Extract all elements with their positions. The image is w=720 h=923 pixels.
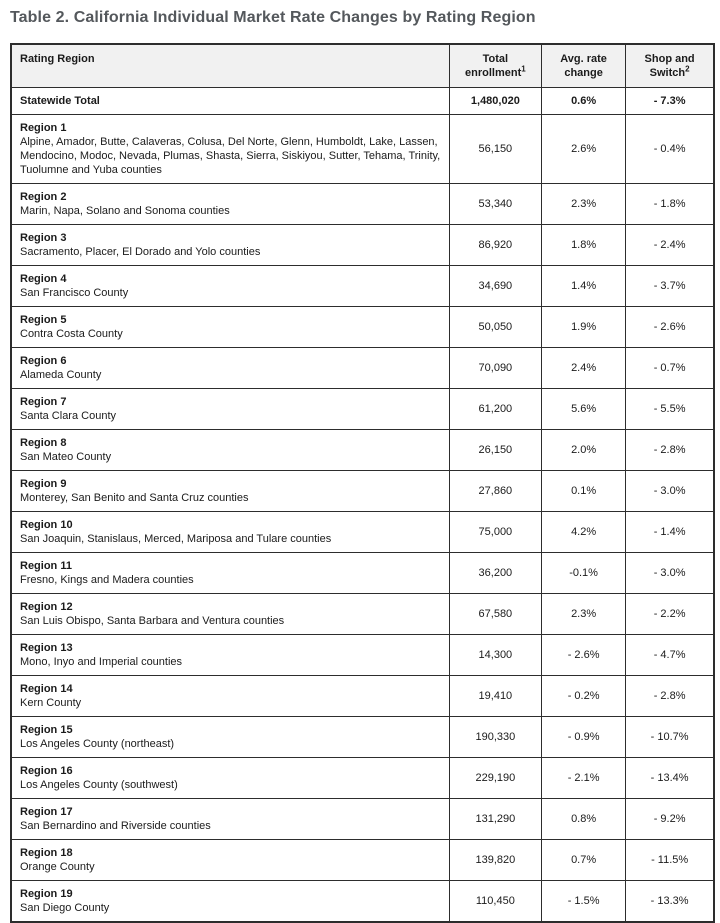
enrollment-cell: 34,690 <box>449 266 541 307</box>
shop-and-switch-cell: - 2.8% <box>626 676 714 717</box>
region-counties: San Francisco County <box>20 287 129 299</box>
header-rating-region-label: Rating Region <box>20 53 95 65</box>
region-counties: San Joaquin, Stanislaus, Merced, Mariposa and Tulare counties <box>20 533 332 545</box>
shop-and-switch-cell: - 1.8% <box>626 184 714 225</box>
header-shop-and-switch-label: Shop and Switch <box>644 53 695 79</box>
shop-and-switch-cell: - 13.3% <box>626 881 714 923</box>
region-counties: Alpine, Amador, Butte, Calaveras, Colusa, Del Norte, Glenn, Humboldt, Lake, Lassen, Mendocino, Modoc, Nevada, Plumas, Shasta, Sierra, Siskiyou, Sutter, Tehama, Trinity, Tuolumne and Yuba counties <box>20 136 441 176</box>
header-shop-and-switch <box>626 44 714 88</box>
table-row <box>11 266 714 307</box>
enrollment-cell: 1,480,020 <box>449 88 541 115</box>
rate-change-cell: 2.3% <box>541 594 625 635</box>
region-counties: Santa Clara County <box>20 410 116 422</box>
table-row <box>11 840 714 881</box>
region-name: Region 12 <box>20 601 73 613</box>
enrollment-cell: 67,580 <box>449 594 541 635</box>
region-name: Statewide Total <box>20 95 100 107</box>
region-name: Region 1 <box>20 122 67 134</box>
region-name: Region 2 <box>20 191 67 203</box>
enrollment-cell: 75,000 <box>449 512 541 553</box>
shop-and-switch-cell: - 2.8% <box>626 430 714 471</box>
rate-change-cell: 0.1% <box>541 471 625 512</box>
region-counties: Alameda County <box>20 369 102 381</box>
table-row <box>11 717 714 758</box>
enrollment-cell: 26,150 <box>449 430 541 471</box>
enrollment-cell: 14,300 <box>449 635 541 676</box>
enrollment-cell: 190,330 <box>449 717 541 758</box>
shop-and-switch-cell: - 1.4% <box>626 512 714 553</box>
shop-and-switch-cell: - 0.4% <box>626 115 714 184</box>
region-counties: San Bernardino and Riverside counties <box>20 820 211 832</box>
table-row <box>11 115 714 184</box>
region-name: Region 14 <box>20 683 73 695</box>
region-cell <box>11 676 449 717</box>
table-row <box>11 594 714 635</box>
table-row <box>11 184 714 225</box>
table-row <box>11 389 714 430</box>
rate-change-cell: 0.6% <box>541 88 625 115</box>
rate-change-cell: - 2.6% <box>541 635 625 676</box>
enrollment-cell: 19,410 <box>449 676 541 717</box>
shop-and-switch-cell: - 2.4% <box>626 225 714 266</box>
shop-and-switch-cell: - 10.7% <box>626 717 714 758</box>
rate-change-cell: 1.4% <box>541 266 625 307</box>
table-row <box>11 307 714 348</box>
footnote-marker-1: 1 <box>521 64 526 74</box>
shop-and-switch-cell: - 5.5% <box>626 389 714 430</box>
rate-change-cell: 2.6% <box>541 115 625 184</box>
region-cell <box>11 717 449 758</box>
shop-and-switch-cell: - 3.0% <box>626 471 714 512</box>
table-row <box>11 799 714 840</box>
region-name: Region 9 <box>20 478 67 490</box>
enrollment-cell: 86,920 <box>449 225 541 266</box>
region-cell <box>11 225 449 266</box>
region-counties: San Mateo County <box>20 451 112 463</box>
shop-and-switch-cell: - 2.6% <box>626 307 714 348</box>
region-cell <box>11 799 449 840</box>
table-title: Table 2. California Individual Market Rate Changes by Rating Region <box>10 9 536 26</box>
region-name: Region 15 <box>20 724 73 736</box>
region-cell <box>11 471 449 512</box>
enrollment-cell: 56,150 <box>449 115 541 184</box>
header-avg-rate-change <box>541 44 625 88</box>
table-row <box>11 635 714 676</box>
enrollment-cell: 27,860 <box>449 471 541 512</box>
region-cell <box>11 307 449 348</box>
enrollment-cell: 131,290 <box>449 799 541 840</box>
rate-change-cell: - 0.2% <box>541 676 625 717</box>
rate-change-cell: - 2.1% <box>541 758 625 799</box>
header-row <box>11 44 714 88</box>
region-name: Region 3 <box>20 232 67 244</box>
rate-change-cell: 4.2% <box>541 512 625 553</box>
table-body <box>11 88 714 923</box>
region-counties: Fresno, Kings and Madera counties <box>20 574 194 586</box>
region-cell <box>11 348 449 389</box>
region-counties: Contra Costa County <box>20 328 123 340</box>
rate-change-cell: 0.7% <box>541 840 625 881</box>
region-cell <box>11 430 449 471</box>
header-avg-rate-change-label: Avg. rate change <box>560 53 607 79</box>
region-name: Region 16 <box>20 765 73 777</box>
enrollment-cell: 61,200 <box>449 389 541 430</box>
rate-change-cell: 2.4% <box>541 348 625 389</box>
shop-and-switch-cell: - 4.7% <box>626 635 714 676</box>
region-cell <box>11 389 449 430</box>
region-counties: Mono, Inyo and Imperial counties <box>20 656 183 668</box>
region-name: Region 19 <box>20 888 73 900</box>
enrollment-cell: 36,200 <box>449 553 541 594</box>
region-counties: Sacramento, Placer, El Dorado and Yolo counties <box>20 246 261 258</box>
rate-change-cell: 1.9% <box>541 307 625 348</box>
region-counties: San Luis Obispo, Santa Barbara and Ventura counties <box>20 615 285 627</box>
shop-and-switch-cell: - 3.0% <box>626 553 714 594</box>
region-name: Region 6 <box>20 355 67 367</box>
region-counties: Los Angeles County (northeast) <box>20 738 175 750</box>
shop-and-switch-cell: - 2.2% <box>626 594 714 635</box>
region-cell <box>11 594 449 635</box>
region-cell <box>11 88 449 115</box>
footnote-marker-2: 2 <box>685 64 690 74</box>
region-cell <box>11 266 449 307</box>
region-cell <box>11 115 449 184</box>
rate-changes-table <box>10 43 715 923</box>
table-row <box>11 471 714 512</box>
rate-change-cell: - 1.5% <box>541 881 625 923</box>
enrollment-cell: 70,090 <box>449 348 541 389</box>
table-row <box>11 430 714 471</box>
rate-change-cell: 5.6% <box>541 389 625 430</box>
region-name: Region 17 <box>20 806 73 818</box>
region-name: Region 5 <box>20 314 67 326</box>
region-cell <box>11 840 449 881</box>
enrollment-cell: 53,340 <box>449 184 541 225</box>
rate-change-cell: 2.0% <box>541 430 625 471</box>
region-cell <box>11 553 449 594</box>
region-cell <box>11 512 449 553</box>
region-cell <box>11 758 449 799</box>
region-cell <box>11 881 449 923</box>
shop-and-switch-cell: - 13.4% <box>626 758 714 799</box>
region-counties: Marin, Napa, Solano and Sonoma counties <box>20 205 230 217</box>
region-cell <box>11 184 449 225</box>
shop-and-switch-cell: - 11.5% <box>626 840 714 881</box>
header-total-enrollment <box>449 44 541 88</box>
rate-change-cell: 1.8% <box>541 225 625 266</box>
enrollment-cell: 229,190 <box>449 758 541 799</box>
region-name: Region 4 <box>20 273 67 285</box>
rate-change-cell: 2.3% <box>541 184 625 225</box>
enrollment-cell: 139,820 <box>449 840 541 881</box>
table-row <box>11 512 714 553</box>
shop-and-switch-cell: - 3.7% <box>626 266 714 307</box>
table-row <box>11 676 714 717</box>
table-row <box>11 225 714 266</box>
rate-change-cell: - 0.9% <box>541 717 625 758</box>
region-counties: Orange County <box>20 861 95 873</box>
shop-and-switch-cell: - 7.3% <box>626 88 714 115</box>
region-counties: San Diego County <box>20 902 110 914</box>
shop-and-switch-cell: - 9.2% <box>626 799 714 840</box>
region-counties: Kern County <box>20 697 82 709</box>
table-row <box>11 553 714 594</box>
region-name: Region 18 <box>20 847 73 859</box>
enrollment-cell: 110,450 <box>449 881 541 923</box>
region-name: Region 10 <box>20 519 73 531</box>
region-counties: Los Angeles County (southwest) <box>20 779 178 791</box>
region-name: Region 8 <box>20 437 67 449</box>
table-row <box>11 348 714 389</box>
region-name: Region 11 <box>20 560 72 572</box>
rate-change-cell: -0.1% <box>541 553 625 594</box>
table-row <box>11 88 714 115</box>
enrollment-cell: 50,050 <box>449 307 541 348</box>
table-row <box>11 758 714 799</box>
region-counties: Monterey, San Benito and Santa Cruz counties <box>20 492 249 504</box>
shop-and-switch-cell: - 0.7% <box>626 348 714 389</box>
rate-change-cell: 0.8% <box>541 799 625 840</box>
header-total-enrollment-label: Total enrollment <box>465 53 522 79</box>
region-cell <box>11 635 449 676</box>
region-name: Region 13 <box>20 642 73 654</box>
table-row <box>11 881 714 923</box>
region-name: Region 7 <box>20 396 67 408</box>
header-rating-region <box>11 44 449 88</box>
table-header <box>11 44 714 88</box>
